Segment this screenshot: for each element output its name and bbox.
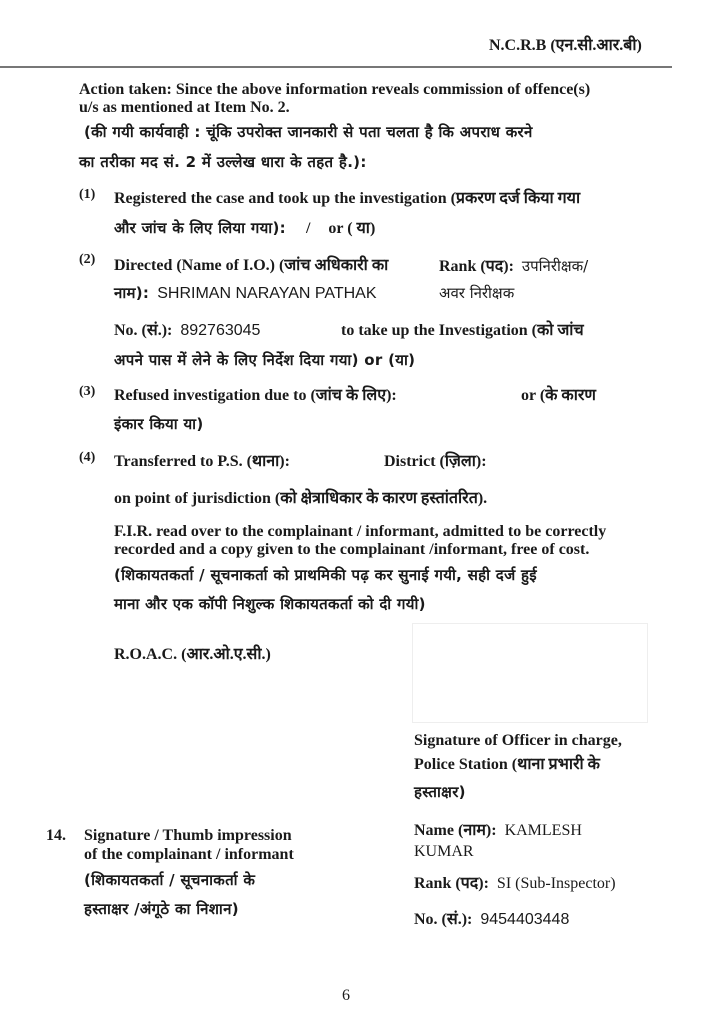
fir-read-line2: recorded and a copy given to the complainant /informant, free of cost. bbox=[114, 541, 590, 558]
officer-signature-line2: Police Station (थाना प्रभारी के bbox=[414, 756, 600, 773]
officer-name-value-line2: KUMAR bbox=[414, 843, 474, 860]
item-1-value: / bbox=[305, 220, 311, 237]
complainant-signature-line2: of the complainant / informant bbox=[84, 846, 294, 863]
item-2-label-line2 bbox=[114, 283, 377, 304]
officer-signature-line1: Signature of Officer in charge, bbox=[414, 732, 622, 749]
io-rank-label: Rank (पद): bbox=[439, 258, 514, 275]
officer-no-value: 9454403448 bbox=[480, 911, 570, 928]
item-1-or: or ( या) bbox=[328, 220, 376, 237]
item-3-hindi-line: इंकार किया या) bbox=[114, 415, 204, 433]
page-number: 6 bbox=[342, 987, 350, 1004]
header-divider bbox=[0, 66, 672, 68]
officer-name bbox=[414, 821, 582, 841]
item-1-hindi: और जांच के लिए लिया गया): bbox=[114, 219, 286, 237]
io-no-value: 892763045 bbox=[180, 322, 261, 339]
transferred-ps-label: Transferred to P.S. (थाना): bbox=[114, 453, 290, 470]
district-label: District (ज़िला): bbox=[384, 453, 487, 470]
roac-label: R.O.A.C. (आर.ओ.ए.सी.) bbox=[114, 646, 271, 663]
io-rank-value-line1: उपनिरीक्षक/ bbox=[521, 257, 589, 275]
fir-read-hindi-line2: माना और एक कॉपी निशुल्क शिकायतकर्ता को दी गयी) bbox=[114, 595, 426, 613]
fir-read-hindi-line1: (शिकायतकर्ता / सूचनाकर्ता को प्राथमिकी पढ़ कर सुनाई गयी, सही दर्ज हुई bbox=[114, 566, 537, 584]
item-3-number: (3) bbox=[79, 384, 96, 399]
item-2-no bbox=[114, 321, 260, 341]
item-1-number: (1) bbox=[79, 187, 96, 202]
complainant-signature-hindi-line2: हस्ताक्षर /अंगूठे का निशान) bbox=[84, 900, 239, 918]
item-1-line1: Registered the case and took up the investigation (प्रकरण दर्ज किया गया bbox=[114, 190, 581, 207]
item-3-label: Refused investigation due to (जांच के लिए): bbox=[114, 387, 397, 404]
item-14-number: 14. bbox=[46, 827, 66, 844]
complainant-signature-line1: Signature / Thumb impression bbox=[84, 827, 292, 844]
io-rank-value-line2: अवर निरीक्षक bbox=[439, 284, 515, 302]
officer-rank-label: Rank (पद): bbox=[414, 875, 489, 892]
ncrb-header bbox=[489, 36, 642, 56]
item-2-number: (2) bbox=[79, 252, 96, 267]
item-1-line2 bbox=[114, 218, 375, 239]
item-2-to-take-up: to take up the Investigation (को जांच bbox=[341, 322, 584, 339]
ncrb-label: N.C.R.B (एन.सी.आर.बी) bbox=[489, 37, 642, 54]
action-taken-line1: Action taken: Since the above information reveals commission of offence(s) bbox=[79, 81, 591, 98]
officer-signature-line3: हस्ताक्षर) bbox=[414, 783, 466, 801]
item-3-or: or (के कारण bbox=[521, 387, 596, 404]
item-2-label-line1: Directed (Name of I.O.) (जांच अधिकारी का bbox=[114, 257, 389, 274]
complainant-signature-hindi-line1: (शिकायतकर्ता / सूचनाकर्ता के bbox=[84, 871, 256, 889]
officer-name-label: Name (नाम): bbox=[414, 822, 497, 839]
officer-no-label: No. (सं.): bbox=[414, 911, 473, 928]
officer-signature-box bbox=[412, 623, 648, 723]
officer-name-value-line1: KAMLESH bbox=[504, 822, 582, 839]
item-2-rank bbox=[439, 256, 588, 277]
fir-read-line1: F.I.R. read over to the complainant / informant, admitted to be correctly bbox=[114, 523, 607, 540]
action-taken-hindi-line1: (की गयी कार्यवाही : चूंकि उपरोक्त जानकारी से पता चलता है कि अपराध करने bbox=[84, 123, 533, 141]
io-name-value: SHRIMAN NARAYAN PATHAK bbox=[157, 285, 377, 302]
officer-no bbox=[414, 910, 569, 930]
action-taken-line2: u/s as mentioned at Item No. 2. bbox=[79, 99, 290, 116]
io-name-label: नाम): bbox=[114, 284, 150, 302]
jurisdiction-line: on point of jurisdiction (को क्षेत्राधिकार के कारण हस्तांतरित). bbox=[114, 490, 488, 507]
io-no-label: No. (सं.): bbox=[114, 322, 173, 339]
action-taken-hindi-line2: का तरीका मद सं. 2 में उल्लेख धारा के तहत है.): bbox=[79, 153, 367, 171]
item-4-number: (4) bbox=[79, 450, 96, 465]
officer-rank bbox=[414, 874, 616, 894]
officer-rank-value: SI (Sub-Inspector) bbox=[496, 875, 616, 892]
item-2-hindi-line: अपने पास में लेने के लिए निर्देश दिया गया) or (या) bbox=[114, 351, 416, 369]
